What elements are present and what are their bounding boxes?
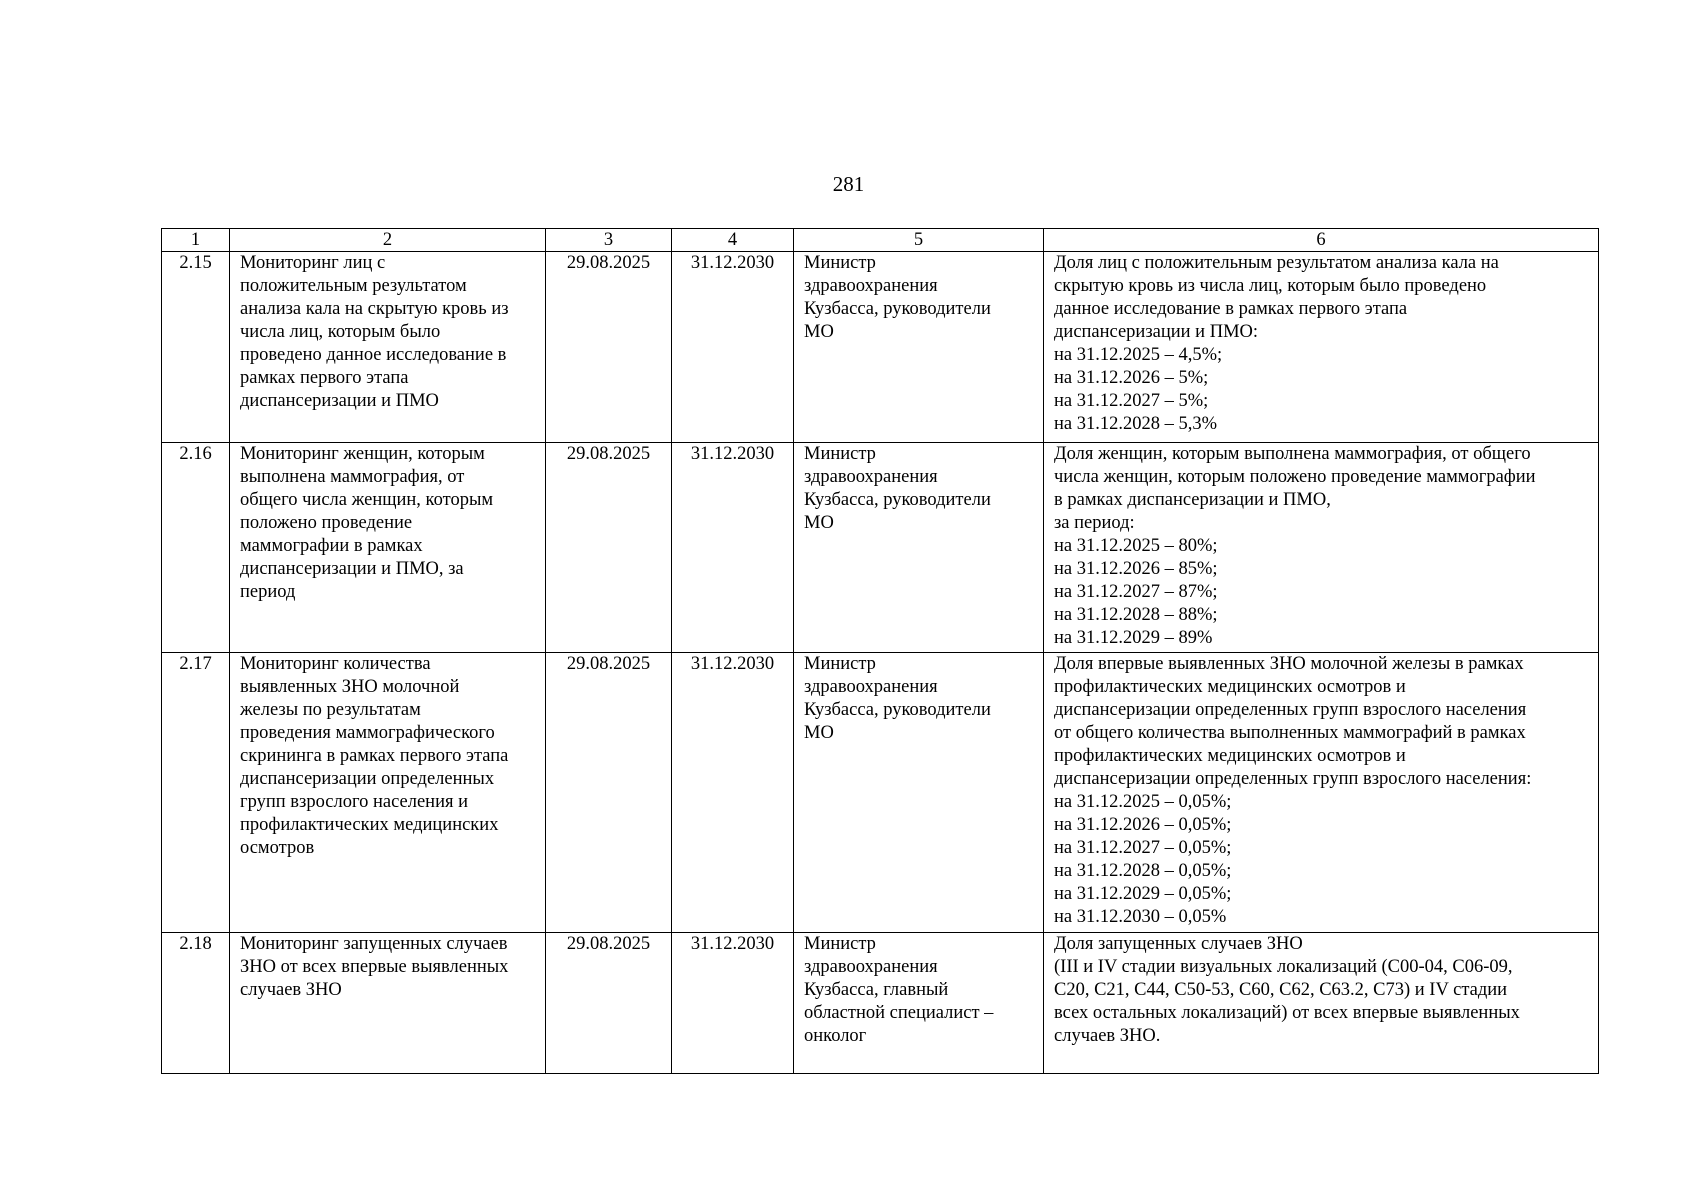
expected-result: Доля впервые выявленных ЗНО молочной железы в рамках профилактических медицинских осмотров и диспансеризации определенных групп взрослого населения от общего количества выполненных маммографий в рамках профилактических медицинских осмотров и диспансеризации определенных групп взрослого населения: на 31.12.2025 – 0,05%; на 31.12.2026 – 0,05%; на 31.12.2027 – 0,05%; на 31.12.2028 – 0,05%; на 31.12.2029 – 0,05%; на 31.12.2030 – 0,05%	[1044, 653, 1599, 933]
column-header-2: 2	[230, 229, 546, 252]
column-header-4: 4	[672, 229, 794, 252]
page-number: 281	[832, 172, 865, 196]
row-number: 2.18	[162, 933, 230, 1074]
start-date: 29.08.2025	[546, 933, 672, 1074]
end-date: 31.12.2030	[672, 443, 794, 653]
responsible-party: Министр здравоохранения Кузбасса, руководители МО	[794, 443, 1044, 653]
column-header-3: 3	[546, 229, 672, 252]
event-description: Мониторинг запущенных случаев ЗНО от всех впервые выявленных случаев ЗНО	[230, 933, 546, 1074]
row-number: 2.15	[162, 252, 230, 443]
expected-result: Доля лиц с положительным результатом анализа кала на скрытую кровь из числа лиц, которым было проведено данное исследование в рамках первого этапа диспансеризации и ПМО: на 31.12.2025 – 4,5%; на 31.12.2026 – 5%; на 31.12.2027 – 5%; на 31.12.2028 – 5,3%	[1044, 252, 1599, 443]
end-date: 31.12.2030	[672, 653, 794, 933]
table-row	[162, 933, 1599, 1074]
start-date: 29.08.2025	[546, 443, 672, 653]
row-number: 2.17	[162, 653, 230, 933]
responsible-party: Министр здравоохранения Кузбасса, руководители МО	[794, 252, 1044, 443]
table-row	[162, 653, 1599, 933]
responsible-party: Министр здравоохранения Кузбасса, главный областной специалист – онколог	[794, 933, 1044, 1074]
responsible-party: Министр здравоохранения Кузбасса, руководители МО	[794, 653, 1044, 933]
plan-table	[161, 228, 1599, 1074]
event-description: Мониторинг женщин, которым выполнена маммография, от общего числа женщин, которым положено проведение маммографии в рамках диспансеризации и ПМО, за период	[230, 443, 546, 653]
table-row	[162, 252, 1599, 443]
table-row	[162, 443, 1599, 653]
end-date: 31.12.2030	[672, 933, 794, 1074]
end-date: 31.12.2030	[672, 252, 794, 443]
event-description: Мониторинг лиц с положительным результатом анализа кала на скрытую кровь из числа лиц, которым было проведено данное исследование в рамках первого этапа диспансеризации и ПМО	[230, 252, 546, 443]
column-header-1: 1	[162, 229, 230, 252]
start-date: 29.08.2025	[546, 252, 672, 443]
column-header-5: 5	[794, 229, 1044, 252]
event-description: Мониторинг количества выявленных ЗНО молочной железы по результатам проведения маммографического скрининга в рамках первого этапа диспансеризации определенных групп взрослого населения и профилактических медицинских осмотров	[230, 653, 546, 933]
start-date: 29.08.2025	[546, 653, 672, 933]
expected-result: Доля запущенных случаев ЗНО (III и IV стадии визуальных локализаций (С00-04, С06-09, С20, С21, С44, С50-53, С60, С62, С63.2, С73) и IV стадии всех остальных локализаций) от всех впервые выявленных случаев ЗНО.	[1044, 933, 1599, 1074]
row-number: 2.16	[162, 443, 230, 653]
column-header-6: 6	[1044, 229, 1599, 252]
table-header-row	[162, 229, 1599, 252]
expected-result: Доля женщин, которым выполнена маммография, от общего числа женщин, которым положено проведение маммографии в рамках диспансеризации и ПМО, за период: на 31.12.2025 – 80%; на 31.12.2026 – 85%; на 31.12.2027 – 87%; на 31.12.2028 – 88%; на 31.12.2029 – 89%	[1044, 443, 1599, 653]
